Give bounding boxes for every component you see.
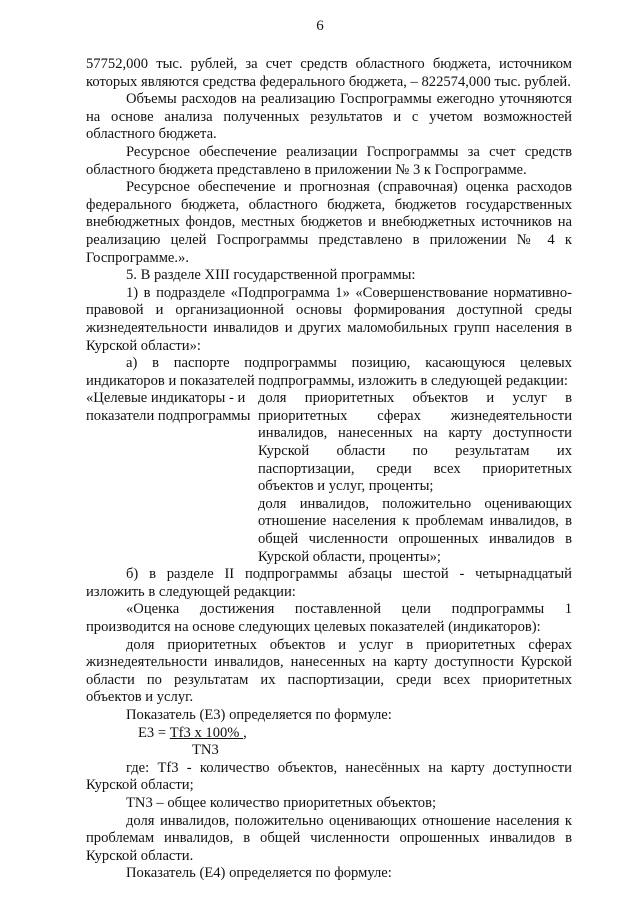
- indicators-label: «Целевые индикаторы - и показатели подпрограммы: [86, 390, 251, 424]
- paragraph-goal-assessment: «Оценка достижения поставленной цели подпрограммы 1 производится на основе следующих целевых показателей (индикаторов):: [86, 601, 572, 635]
- paragraph-budget-sum: 57752,000 тыс. рублей, за счет средств областного бюджета, источником которых являются средства федерального бюджета, – 822574,000 тыс. рублей.: [86, 56, 572, 90]
- paragraph-tn3-definition: TN3 – общее количество приоритетных объектов;: [126, 794, 437, 811]
- paragraph-forecast-resources: Ресурсное обеспечение и прогнозная (справочная) оценка расходов федерального бюджета, областного бюджета, бюджетов государственных внебюджетных фондов, местных бюджетов и внебюджетных источников на реализацию целей Госпрограммы представлено в приложении № 4 к Госпрограмме.».: [86, 179, 572, 266]
- indicator-1: доля приоритетных объектов и услуг в приоритетных сферах жизнедеятельности инвалидов, нанесенных на карту доступности Курской области по результатам их паспортизации, среди всех приоритетных объектов и услуг, проценты;: [258, 390, 572, 495]
- formula-comma: ,: [243, 724, 247, 741]
- paragraph-regional-resources: Ресурсное обеспечение реализации Госпрограммы за счет средств областного бюджета представлено в приложении № 3 к Госпрограмме.: [86, 143, 572, 178]
- formula-lhs: Е3 =: [138, 724, 170, 741]
- page-number: 6: [316, 18, 324, 34]
- paragraph-subprogram-1: 1) в подразделе «Подпрограмма 1» «Совершенствование нормативно-правовой и организационной основы формирования доступной среды жизнедеятельности инвалидов и других маломобильных групп населения в Курской области»:: [86, 284, 572, 354]
- paragraph-share-disabled: доля инвалидов, положительно оценивающих отношение населения к проблемам инвалидов, в общей численности опрошенных инвалидов в Курской области.: [86, 812, 572, 864]
- paragraph-passport: а) в паспорте подпрограммы позицию, касающуюся целевых индикаторов и показателей подпрограммы, изложить в следующей редакции:: [86, 355, 572, 389]
- indicator-2: доля инвалидов, положительно оценивающих отношение населения к проблемам инвалидов, в общей численности опрошенных инвалидов в Курской области, проценты»;: [258, 495, 572, 565]
- formula-numerator: Tf3 x 100%: [169, 724, 244, 741]
- paragraph-e4-formula-intro: Показатель (Е4) определяется по формуле:: [126, 865, 392, 882]
- paragraph-e3-formula-intro: Показатель (Е3) определяется по формуле:: [126, 706, 392, 723]
- indicators-values: [258, 390, 572, 566]
- paragraph-section-ii: б) в разделе II подпрограммы абзацы шестой - четырнадцатый изложить в следующей редакции:: [86, 566, 572, 600]
- indicators-table: [86, 390, 572, 566]
- document-body: [86, 56, 572, 883]
- paragraph-annual-volumes: Объемы расходов на реализацию Госпрограммы ежегодно уточняются на основе анализа полученных результатов и с учетом возможностей областного бюджета.: [86, 91, 572, 143]
- formula-denominator: TN3: [192, 742, 219, 759]
- paragraph-tf3-definition: где: Tf3 - количество объектов, нанесённых на карту доступности Курской области;: [86, 759, 572, 794]
- paragraph-section-xiii: 5. В разделе XIII государственной программы:: [126, 267, 416, 284]
- formula-e3: [138, 725, 572, 760]
- paragraph-share-objects: доля приоритетных объектов и услуг в приоритетных сферах жизнедеятельности инвалидов, нанесенных на карту доступности Курской области по результатам их паспортизации, среди всех приоритетных объектов и услуг.: [86, 636, 572, 706]
